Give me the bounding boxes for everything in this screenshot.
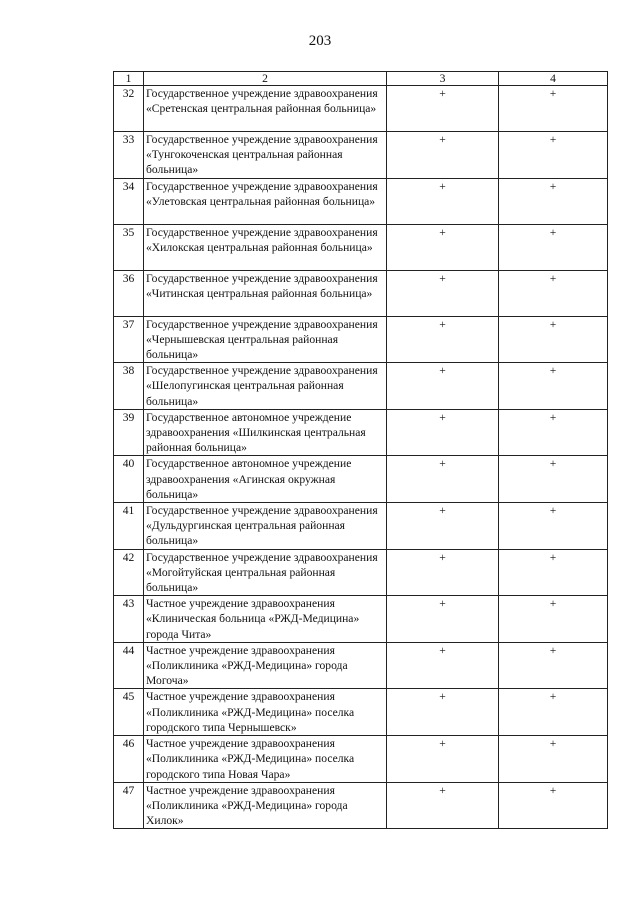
row-number-cell: 34: [114, 178, 144, 224]
column-4-mark-cell: +: [499, 224, 608, 270]
institution-name-cell: Частное учреждение здравоохранения «Поликлиника «РЖД-Медицина» города Хилок»: [144, 782, 387, 829]
table-row: [114, 178, 608, 224]
column-3-mark-cell: +: [387, 270, 499, 316]
table-row: [114, 736, 608, 783]
column-3-mark-cell: +: [387, 409, 499, 456]
column-4-mark-cell: +: [499, 316, 608, 363]
column-4-mark-cell: +: [499, 689, 608, 736]
table-row: [114, 224, 608, 270]
column-3-mark-cell: +: [387, 178, 499, 224]
column-4-mark-cell: +: [499, 409, 608, 456]
table-row: [114, 689, 608, 736]
row-number-cell: 35: [114, 224, 144, 270]
column-3-mark-cell: +: [387, 86, 499, 132]
table-row: [114, 316, 608, 363]
institutions-table: [113, 71, 608, 829]
table-body: [114, 86, 608, 829]
row-number-cell: 46: [114, 736, 144, 783]
institution-name-cell: Государственное учреждение здравоохранения «Тунгокоченская центральная районная больница»: [144, 132, 387, 179]
row-number-cell: 33: [114, 132, 144, 179]
row-number-cell: 36: [114, 270, 144, 316]
column-3-mark-cell: +: [387, 782, 499, 829]
column-3-mark-cell: +: [387, 596, 499, 643]
table-row: [114, 456, 608, 503]
institution-name-cell: Государственное учреждение здравоохранения «Дульдургинская центральная районная больница»: [144, 503, 387, 550]
row-number-cell: 40: [114, 456, 144, 503]
table-row: [114, 549, 608, 596]
column-header: 1: [114, 72, 144, 86]
row-number-cell: 37: [114, 316, 144, 363]
row-number-cell: 41: [114, 503, 144, 550]
row-number-cell: 43: [114, 596, 144, 643]
table-row: [114, 642, 608, 689]
column-4-mark-cell: +: [499, 270, 608, 316]
row-number-cell: 39: [114, 409, 144, 456]
column-4-mark-cell: +: [499, 86, 608, 132]
column-header: 3: [387, 72, 499, 86]
institution-name-cell: Государственное учреждение здравоохранения «Хилокская центральная районная больница»: [144, 224, 387, 270]
institution-name-cell: Государственное учреждение здравоохранения «Чернышевская центральная районная больница»: [144, 316, 387, 363]
column-4-mark-cell: +: [499, 132, 608, 179]
column-4-mark-cell: +: [499, 782, 608, 829]
institution-name-cell: Государственное учреждение здравоохранения «Улетовская центральная районная больница»: [144, 178, 387, 224]
column-4-mark-cell: +: [499, 642, 608, 689]
column-4-mark-cell: +: [499, 503, 608, 550]
table-row: [114, 409, 608, 456]
column-header: 4: [499, 72, 608, 86]
table-row: [114, 782, 608, 829]
column-3-mark-cell: +: [387, 456, 499, 503]
table-row: [114, 596, 608, 643]
row-number-cell: 44: [114, 642, 144, 689]
column-header: 2: [144, 72, 387, 86]
column-3-mark-cell: +: [387, 736, 499, 783]
institution-name-cell: Государственное учреждение здравоохранения «Могойтуйская центральная районная больница»: [144, 549, 387, 596]
institution-name-cell: Частное учреждение здравоохранения «Поликлиника «РЖД-Медицина» города Могоча»: [144, 642, 387, 689]
column-3-mark-cell: +: [387, 363, 499, 410]
page-number: 203: [308, 33, 332, 49]
table-row: [114, 86, 608, 132]
institution-name-cell: Государственное автономное учреждение здравоохранения «Агинская окружная больница»: [144, 456, 387, 503]
institution-name-cell: Государственное учреждение здравоохранения «Шелопугинская центральная районная больница»: [144, 363, 387, 410]
table-header-row: [114, 72, 608, 86]
table-row: [114, 132, 608, 179]
column-3-mark-cell: +: [387, 503, 499, 550]
column-3-mark-cell: +: [387, 132, 499, 179]
column-4-mark-cell: +: [499, 178, 608, 224]
column-4-mark-cell: +: [499, 596, 608, 643]
column-4-mark-cell: +: [499, 456, 608, 503]
row-number-cell: 32: [114, 86, 144, 132]
column-4-mark-cell: +: [499, 549, 608, 596]
table-row: [114, 363, 608, 410]
row-number-cell: 42: [114, 549, 144, 596]
column-4-mark-cell: +: [499, 363, 608, 410]
institution-name-cell: Частное учреждение здравоохранения «Поликлиника «РЖД-Медицина» поселка городского типа Новая Чара»: [144, 736, 387, 783]
row-number-cell: 47: [114, 782, 144, 829]
table-row: [114, 503, 608, 550]
column-3-mark-cell: +: [387, 224, 499, 270]
column-3-mark-cell: +: [387, 316, 499, 363]
row-number-cell: 45: [114, 689, 144, 736]
institution-name-cell: Частное учреждение здравоохранения «Клиническая больница «РЖД-Медицина» города Чита»: [144, 596, 387, 643]
table-row: [114, 270, 608, 316]
column-3-mark-cell: +: [387, 549, 499, 596]
institution-name-cell: Государственное учреждение здравоохранения «Сретенская центральная районная больница»: [144, 86, 387, 132]
institution-name-cell: Государственное учреждение здравоохранения «Читинская центральная районная больница»: [144, 270, 387, 316]
institution-name-cell: Частное учреждение здравоохранения «Поликлиника «РЖД-Медицина» поселка городского типа Чернышевск»: [144, 689, 387, 736]
institution-name-cell: Государственное автономное учреждение здравоохранения «Шилкинская центральная районная больница»: [144, 409, 387, 456]
row-number-cell: 38: [114, 363, 144, 410]
column-4-mark-cell: +: [499, 736, 608, 783]
column-3-mark-cell: +: [387, 689, 499, 736]
column-3-mark-cell: +: [387, 642, 499, 689]
